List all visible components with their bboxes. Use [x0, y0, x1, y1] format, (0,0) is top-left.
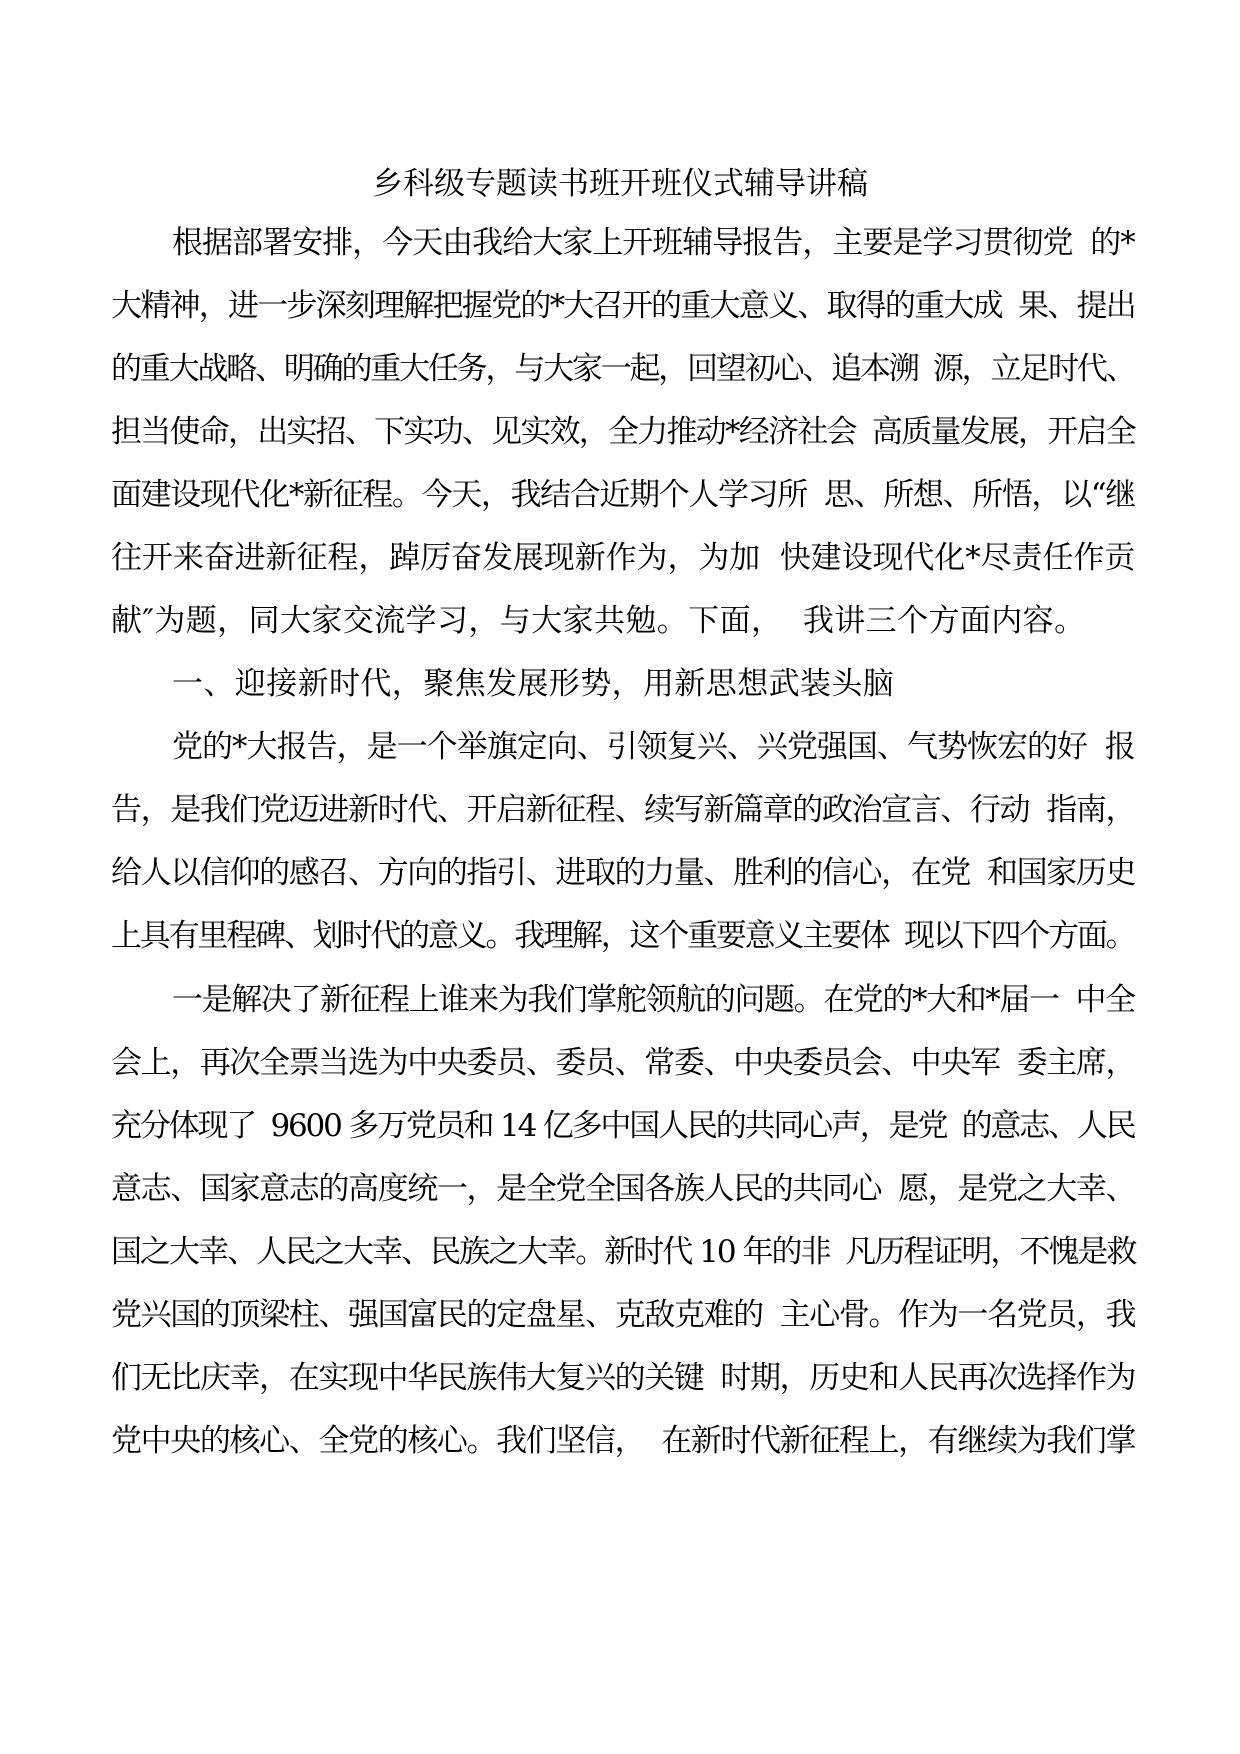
body-line-14: 会上，再次全票当选为中央委员、委员、常委、中央委员会、中央军 委主席，	[111, 1045, 1136, 1081]
body-line-11: 给人以信仰的感召、方向的指引、进取的力量、胜利的信心，在党 和国家历史	[111, 855, 1136, 891]
body-line-20: 党中央的核心、全党的核心。我们坚信， 在新时代新征程上，有继续为我们掌	[111, 1423, 1136, 1459]
body-line-3: 的重大战略、明确的重大任务，与大家一起，回望初心、追本溯 源，立足时代、	[111, 351, 1135, 387]
body-line-1: 根据部署安排，今天由我给大家上开班辅导报告，主要是学习贯彻党 的*	[172, 225, 1135, 261]
section-heading-1: 一、迎接新时代，聚焦发展形势，用新思想武装头脑	[172, 666, 895, 702]
body-line-4: 担当使命，出实招、下实功、见实效，全力推动*经济社会 高质量发展，开启全	[111, 414, 1136, 450]
body-line-6: 往开来奋进新征程，踔厉奋发展现新作为，为加 快建设现代化*尽责任作贡	[111, 540, 1136, 576]
body-line-17: 国之大幸、人民之大幸、民族之大幸。新时代 10 年的非 凡历程证明，不愧是救	[111, 1234, 1136, 1270]
body-line-18: 党兴国的顶梁柱、强国富民的定盘星、克敌克难的 主心骨。作为一名党员，我	[111, 1297, 1136, 1333]
body-line-15: 充分体现了 9600 多万党员和 14 亿多中国人民的共同心声，是党 的意志、人民	[111, 1108, 1135, 1144]
body-line-5: 面建设现代化*新征程。今天，我结合近期个人学习所 思、所想、所悟，以“继	[111, 477, 1135, 513]
body-line-13: 一是解决了新征程上谁来为我们掌舵领航的问题。在党的*大和*届一 中全	[172, 982, 1135, 1018]
body-line-19: 们无比庆幸，在实现中华民族伟大复兴的关键 时期，历史和人民再次选择作为	[111, 1360, 1136, 1396]
body-line-12: 上具有里程碑、划时代的意义。我理解，这个重要意义主要体 现以下四个方面。	[111, 918, 1135, 954]
document-title: 乡科级专题读书班开班仪式辅导讲稿	[372, 166, 868, 202]
body-line-16: 意志、国家意志的高度统一，是全党全国各族人民的共同心 愿，是党之大幸、	[111, 1171, 1136, 1207]
body-line-10: 告，是我们党迈进新时代、开启新征程、续写新篇章的政治宣言、行动 指南，	[111, 792, 1136, 828]
body-line-9: 党的*大报告，是一个举旗定向、引领复兴、兴党强国、气势恢宏的好 报	[172, 729, 1135, 765]
body-line-7: 献″为题，同大家交流学习，与大家共勉。下面， 我讲三个方面内容。	[111, 603, 1086, 639]
body-line-2: 大精神，进一步深刻理解把握党的*大召开的重大意义、取得的重大成 果、提出	[111, 288, 1136, 324]
